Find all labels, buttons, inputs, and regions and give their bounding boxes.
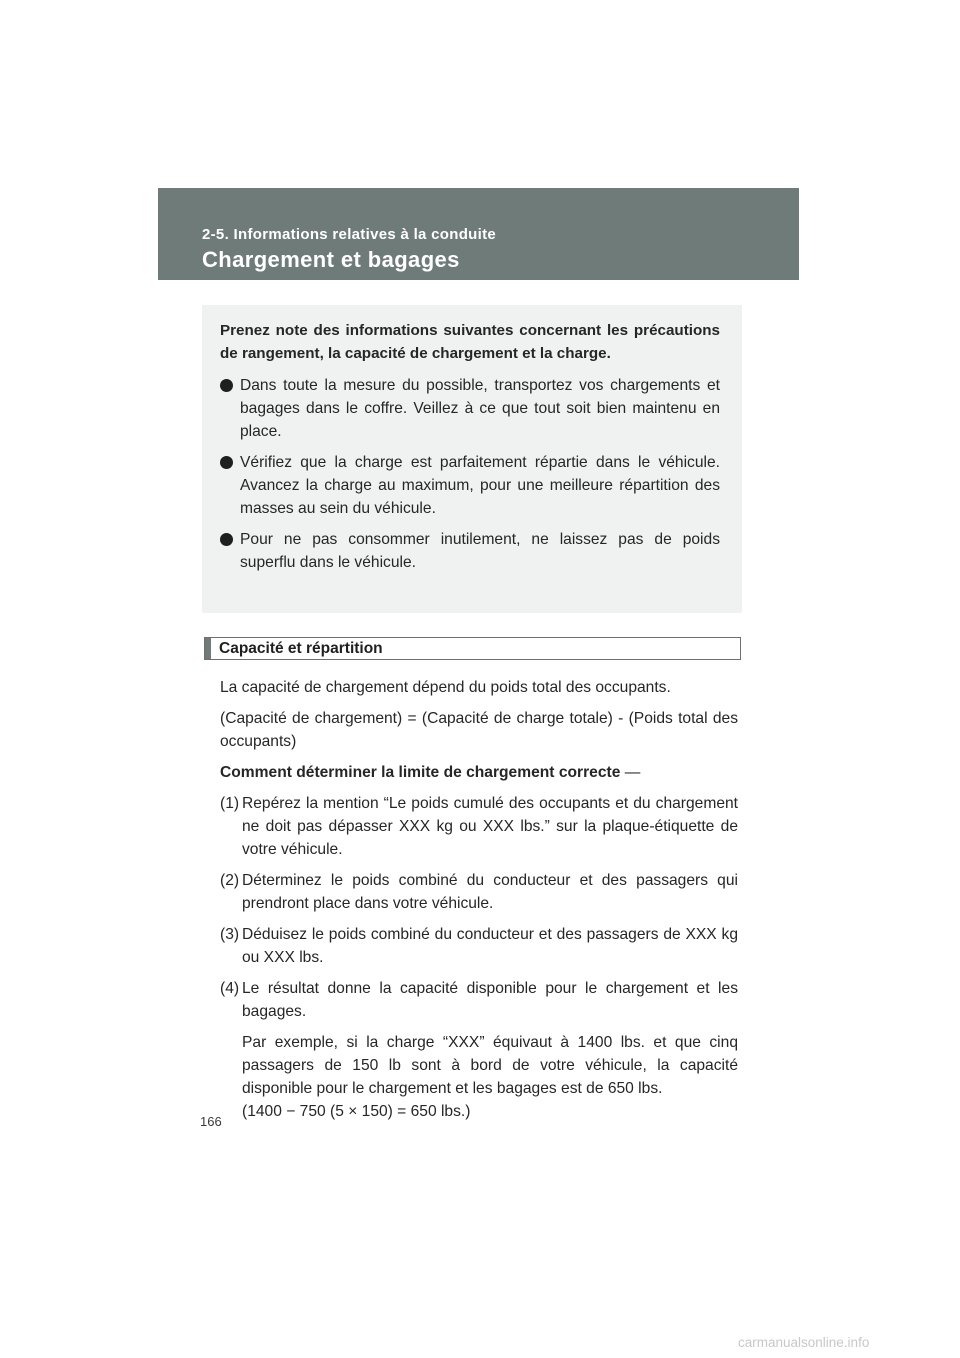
bullet-dot-icon [220,533,233,546]
method-heading-line [220,761,738,784]
bullet-item [220,528,720,574]
page-title: Chargement et bagages [202,247,460,272]
bullet-item [220,374,720,443]
example-block [220,1031,738,1123]
chapter-header [158,188,799,280]
step-item [220,869,738,915]
example-formula: (1400 − 750 (5 × 150) = 650 lbs.) [242,1103,471,1120]
bullet-text: Vérifiez que la charge est parfaitement répartie dans le véhicule. Avancez la charge au maximum, pour une meilleure répartition des masses au sein du véhicule. [240,454,720,517]
step-item [220,923,738,969]
example-text: Par exemple, si la charge “XXX” équivaut à 1400 lbs. et que cinq passagers de 150 lb sont à bord de votre véhicule, la capacité disponible pour le chargement et les bagages est de 650 lbs. [242,1034,738,1097]
step-text: Déterminez le poids combiné du conducteur et des passagers qui prendront place dans votre véhicule. [242,872,738,912]
footer-watermark-link[interactable]: carmanualsonline.info [738,1335,870,1350]
bullet-dot-icon [220,379,233,392]
step-item [220,977,738,1023]
body-text [220,676,738,1123]
page-number: 166 [200,1114,222,1129]
step-text: Déduisez le poids combiné du conducteur et des passagers de XXX kg ou XXX lbs. [242,926,738,966]
section-label: 2-5. Informations relatives à la conduite [202,226,497,243]
bullet-text: Dans toute la mesure du possible, transportez vos chargements et bagages dans le coffre. Veillez à ce que tout soit bien maintenu en place. [240,377,720,440]
paragraph: (Capacité de chargement) = (Capacité de charge totale) - (Poids total des occupants) [220,710,738,750]
step-text: Le résultat donne la capacité disponible pour le chargement et les bagages. [242,980,738,1020]
intro-text: Prenez note des informations suivantes concernant les précautions de rangement, la capacité de chargement et la charge. [220,322,720,362]
step-number: (2) [220,872,240,889]
paragraph: La capacité de chargement dépend du poids total des occupants. [220,679,671,696]
bullet-dot-icon [220,456,233,469]
subsection-title: Capacité et répartition [219,640,383,657]
step-text: Repérez la mention “Le poids cumulé des occupants et du chargement ne doit pas dépasser XXX kg ou XXX lbs.” sur la plaque-étiquette de votre véhicule. [242,795,738,858]
step-number: (1) [220,795,240,812]
bullet-item [220,451,720,520]
step-number: (4) [220,980,240,997]
subsection-heading [204,637,741,660]
step-item [220,792,738,861]
subsection-accent [205,638,211,659]
method-heading: Comment déterminer la limite de chargement correcte [220,764,621,781]
intro-box [202,305,742,613]
bullet-text: Pour ne pas consommer inutilement, ne laissez pas de poids superflu dans le véhicule. [240,531,720,571]
step-number: (3) [220,926,240,943]
method-dash: — [624,764,641,781]
